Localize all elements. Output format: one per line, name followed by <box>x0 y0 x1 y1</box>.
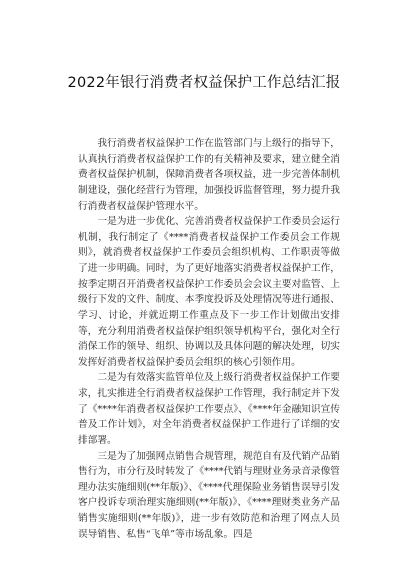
paragraph-intro: 我行消费者权益保护工作在监管部门与上级行的指导下，认真执行消费者权益保护工作的有关精神及要求，建立健全消费者权益保护机制，保障消费者各项权益，进一步完善体制机制建设，强化经营行为管理，加强投诉监督管理，努力提升我行消费者权益保护管理水平。 <box>78 138 340 212</box>
document-body <box>78 136 340 542</box>
paragraph-point-one: 一是为进一步优化、完善消费者权益保护工作委员会运行机制，我行制定了《****消费者权益保护工作委员会工作规则》，就消费者权益保护工作委员会组织机构、工作职责等做了进一步明确。同时，为了更好地落实消费者权益保护工作，按季定期召开消费者权益保护工作委员会会议主要对监管、上级行下发的文件、制度、本季度投诉及处理情况等进行通报、学习、讨论，并就近期工作重点及下一步工作计划做出安排等，充分利用消费者权益保护组织领导机构平台，强化对全行消保工作的领导、组织、协调以及具体问题的解决处理，切实发挥好消费者权益保护委员会组织的核心引领作用。 <box>78 216 340 368</box>
paragraph-point-two: 二是为有效落实监管单位及上级行消费者权益保护工作要求，扎实推进全行消费者权益保护工作管理，我行制定并下发了《****年消费者权益保护工作要点》、《****年金融知识宣传普及工作计划》，对全年消费者权益保护工作进行了详细的安排部署。 <box>78 372 340 446</box>
document-title: 2022年银行消费者权益保护工作总结汇报 <box>67 75 341 91</box>
paragraph-point-three: 三是为了加强网点销售合规管理，规范自有及代销产品销售行为，市分行及时转发了《****代销与理财业务录音录像管理办法实施细则(**年版)》、《****代理保险业务销售误导引发客户投诉专项治理实施细则(**年版)》、《****理财类业务产品销售实施细则(**年版)》，进一步有效防范和治理了网点人员误导销售、私售“飞单”等市场乱象。四是 <box>78 450 340 540</box>
